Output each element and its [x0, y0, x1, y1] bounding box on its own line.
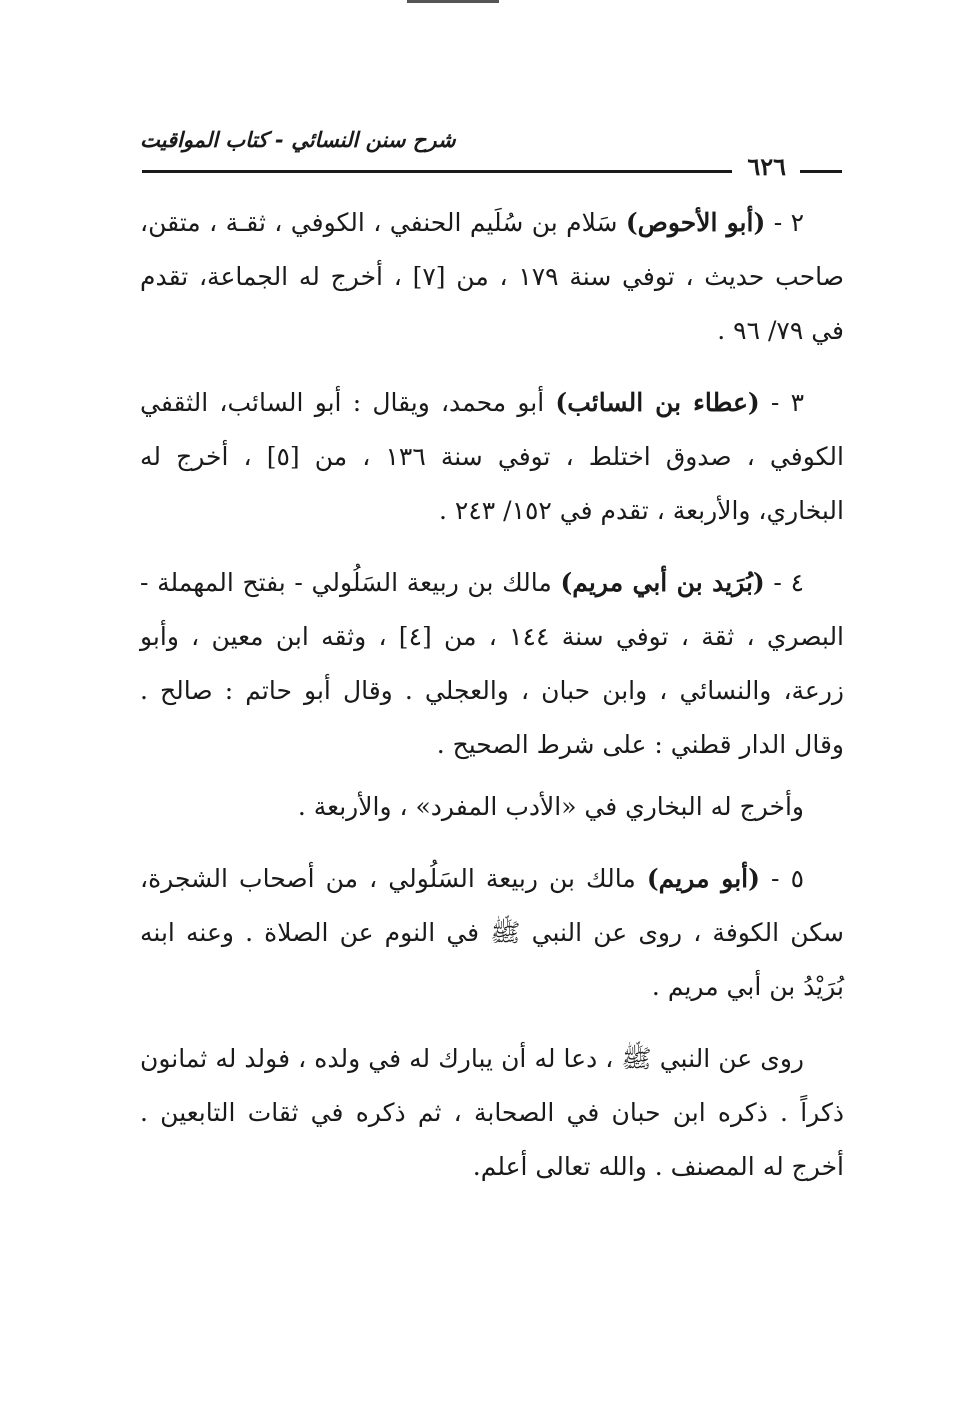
entry-text: أبو محمد، ويقال : أبو السائب، الثقفي الكوفي ، صدوق اختلط ، توفي سنة ١٣٦ ، من [٥] ، أخرج له البخاري، والأربعة ، تقدم في ١٥٢/ ٢٤٣ .: [140, 388, 844, 525]
entry-paragraph: [140, 556, 844, 772]
top-edge-mark: [407, 0, 499, 3]
entry-paragraph: [140, 376, 844, 538]
entry-name: (أبو الأحوص): [625, 208, 766, 237]
entry-paragraph: [140, 196, 844, 358]
page-header: [140, 118, 844, 188]
entry-number: ٣ -: [759, 388, 804, 417]
running-title: شرح سنن النسائي - كتاب المواقيت: [140, 128, 456, 152]
entry-name: (أبو مريم): [646, 864, 760, 893]
entry-number: ٥ -: [759, 864, 805, 893]
continuation-paragraph: [140, 1032, 844, 1194]
continuation-paragraph: [140, 780, 844, 834]
entry-number: ٢ -: [765, 208, 804, 237]
header-rule-short: [800, 170, 842, 173]
entry-text: مالك بن ربيعة السَلُولي ، من أصحاب الشجرة، سكن الكوفة ، روى عن النبي ﷺ في النوم عن الصلاة . وعنه ابنه بُرَيْدُ بن أبي مريم .: [140, 864, 844, 1001]
entry-text: سَلام بن سُلَيم الحنفي ، الكوفي ، ثقـة ، متقن، صاحب حديث ، توفي سنة ١٧٩ ، من [٧] ، أخرج له الجماعة، تقدم في ٧٩/ ٩٦ .: [140, 208, 844, 345]
entry-name: (بُرَيد بن أبي مريم): [560, 568, 765, 597]
entry-name: (عطاء بن السائب): [555, 388, 760, 417]
entry-text: مالك بن ربيعة السَلُولي - بفتح المهملة - البصري ، ثقة ، توفي سنة ١٤٤ ، من [٤] ، وثقه ابن معين ، وأبو زرعة، والنسائي ، وابن حبان ، والعجلي . وقال أبو حاتم : صالح . وقال الدار قطني : على شرط الصحيح .: [140, 568, 845, 759]
header-rule: [142, 170, 732, 173]
page-number: ٦٢٦: [747, 152, 786, 181]
paragraph-text: روى عن النبي ﷺ ، دعا له أن يبارك له في ولده ، فولد له ثمانون ذكراً . ذكره ابن حبان في الصحابة ، ثم ذكره في ثقات التابعين . أخرج له المصنف . والله تعالى أعلم.: [140, 1044, 844, 1181]
entry-paragraph: [140, 852, 844, 1014]
entry-number: ٤ -: [764, 568, 804, 597]
page-body: [140, 196, 844, 1212]
paragraph-text: وأخرج له البخاري في «الأدب المفرد» ، والأربعة .: [297, 792, 804, 821]
